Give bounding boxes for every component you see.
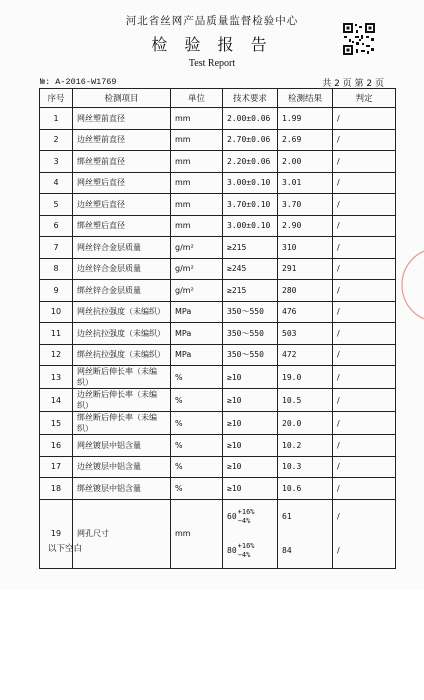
- row-number: 7: [40, 237, 73, 259]
- column-header-requirement: 技术要求: [223, 89, 278, 108]
- row-number: 16: [40, 435, 73, 457]
- requirement: ≥10: [223, 478, 278, 500]
- unit: mm: [171, 215, 223, 237]
- page-background: [0, 590, 424, 700]
- test-item: 边丝锌合金层质量: [73, 258, 171, 280]
- test-item: 边丝抗拉强度（未编织）: [73, 323, 171, 345]
- result: 1.99: [278, 108, 333, 130]
- table-row: [40, 412, 396, 435]
- table-row: [40, 435, 396, 457]
- requirement: 2.00±0.06: [223, 108, 278, 130]
- verdict: /: [333, 108, 396, 130]
- verdict: [333, 499, 396, 568]
- result: 10.5: [278, 389, 333, 412]
- requirement-base-2: 80: [227, 546, 237, 555]
- table-row: [40, 258, 396, 280]
- result: 503: [278, 323, 333, 345]
- test-item: 绑丝镀层中铝含量: [73, 478, 171, 500]
- verdict: /: [333, 215, 396, 237]
- requirement: 350～550: [223, 323, 278, 345]
- table-row: [40, 456, 396, 478]
- unit: %: [171, 478, 223, 500]
- verdict: /: [333, 389, 396, 412]
- tolerance-minus-1: −4%: [237, 516, 251, 525]
- result-2: 84: [282, 546, 292, 555]
- seal-stamp: [398, 245, 424, 325]
- unit: %: [171, 366, 223, 389]
- result: 3.70: [278, 194, 333, 216]
- row-number: 4: [40, 172, 73, 194]
- result: 291: [278, 258, 333, 280]
- verdict: /: [333, 412, 396, 435]
- table-row: [40, 323, 396, 345]
- test-item: 绑丝塑前直径: [73, 151, 171, 173]
- row-number: 3: [40, 151, 73, 173]
- table-row-mesh-size: [40, 499, 396, 568]
- unit: mm: [171, 129, 223, 151]
- row-number: 9: [40, 280, 73, 302]
- qr-code-icon: [342, 22, 376, 56]
- test-item: 边丝断后伸长率（未编织）: [73, 389, 171, 412]
- verdict: /: [333, 301, 396, 323]
- result: 2.00: [278, 151, 333, 173]
- remark-text: 以下空白: [48, 544, 83, 554]
- test-item: 网丝锌合金层质量: [73, 237, 171, 259]
- tolerance-1: [238, 508, 255, 526]
- requirement: [223, 499, 278, 568]
- unit: %: [171, 435, 223, 457]
- test-item: 绑丝锌合金层质量: [73, 280, 171, 302]
- test-item: 网丝塑后直径: [73, 172, 171, 194]
- unit: mm: [171, 172, 223, 194]
- table-row: [40, 389, 396, 412]
- column-header-item: 检测项目: [73, 89, 171, 108]
- unit: mm: [171, 151, 223, 173]
- table-row: [40, 172, 396, 194]
- unit: %: [171, 412, 223, 435]
- verdict-1: /: [337, 512, 340, 521]
- table-row: [40, 129, 396, 151]
- requirement: ≥10: [223, 366, 278, 389]
- requirement: 350～550: [223, 344, 278, 366]
- row-number: 10: [40, 301, 73, 323]
- requirement-line-1: [227, 500, 273, 534]
- table-row: [40, 194, 396, 216]
- unit: %: [171, 456, 223, 478]
- unit: mm: [171, 499, 223, 568]
- row-number: 19: [40, 499, 73, 568]
- report-title: 检 验 报 告: [151, 35, 273, 54]
- row-number: 17: [40, 456, 73, 478]
- requirement: ≥10: [223, 412, 278, 435]
- result: 3.01: [278, 172, 333, 194]
- verdict: /: [333, 478, 396, 500]
- test-item: 网丝塑前直径: [73, 108, 171, 130]
- verdict: /: [333, 366, 396, 389]
- requirement: 3.70±0.10: [223, 194, 278, 216]
- row-number: 13: [40, 366, 73, 389]
- unit: %: [171, 389, 223, 412]
- tolerance-2: [238, 542, 255, 560]
- table-row: [40, 215, 396, 237]
- unit: MPa: [171, 301, 223, 323]
- test-results-table: [39, 88, 396, 569]
- test-item: 绑丝塑后直径: [73, 215, 171, 237]
- table-row: [40, 478, 396, 500]
- requirement: ≥245: [223, 258, 278, 280]
- report-number: №: A-2016-W1769: [40, 77, 117, 87]
- requirement-base-1: 60: [227, 512, 237, 521]
- test-item: 网丝镀层中铝含量: [73, 435, 171, 457]
- requirement: 350～550: [223, 301, 278, 323]
- verdict: /: [333, 194, 396, 216]
- column-header-verdict: 判定: [333, 89, 396, 108]
- unit: mm: [171, 194, 223, 216]
- test-item: 绑丝断后伸长率（未编织）: [73, 412, 171, 435]
- verdict: /: [333, 237, 396, 259]
- result: 280: [278, 280, 333, 302]
- unit: g/m²: [171, 258, 223, 280]
- test-item: 网孔尺寸: [73, 499, 171, 568]
- test-item: 网丝抗拉强度（未编织）: [73, 301, 171, 323]
- requirement: 3.00±0.10: [223, 215, 278, 237]
- result: 2.69: [278, 129, 333, 151]
- result: 476: [278, 301, 333, 323]
- tolerance-plus-1: +16%: [237, 507, 255, 516]
- requirement: ≥10: [223, 456, 278, 478]
- requirement: 2.70±0.06: [223, 129, 278, 151]
- table-header-row: [40, 89, 396, 108]
- unit: g/m²: [171, 237, 223, 259]
- verdict: /: [333, 280, 396, 302]
- result: 10.6: [278, 478, 333, 500]
- result: 20.0: [278, 412, 333, 435]
- table-row: [40, 108, 396, 130]
- requirement: 3.00±0.10: [223, 172, 278, 194]
- requirement-line-2: [227, 534, 273, 568]
- row-number: 5: [40, 194, 73, 216]
- result-1: 61: [282, 512, 292, 521]
- column-header-no: 序号: [40, 89, 73, 108]
- unit: MPa: [171, 323, 223, 345]
- result: 10.3: [278, 456, 333, 478]
- table-row: [40, 151, 396, 173]
- result: 10.2: [278, 435, 333, 457]
- result: 310: [278, 237, 333, 259]
- verdict: /: [333, 129, 396, 151]
- verdict: /: [333, 456, 396, 478]
- result: 2.90: [278, 215, 333, 237]
- row-number: 1: [40, 108, 73, 130]
- table-row: [40, 237, 396, 259]
- verdict: /: [333, 151, 396, 173]
- requirement: ≥215: [223, 237, 278, 259]
- unit: g/m²: [171, 280, 223, 302]
- column-header-result: 检测结果: [278, 89, 333, 108]
- page-indicator: 共 2 页 第 2 页: [322, 79, 384, 89]
- row-number: 12: [40, 344, 73, 366]
- table-row: [40, 280, 396, 302]
- unit: MPa: [171, 344, 223, 366]
- organization-name: 河北省丝网产品质量监督检验中心: [125, 15, 299, 27]
- verdict: /: [333, 435, 396, 457]
- requirement: ≥215: [223, 280, 278, 302]
- result: 19.0: [278, 366, 333, 389]
- result: [278, 499, 333, 568]
- row-number: 6: [40, 215, 73, 237]
- test-item: 边丝塑后直径: [73, 194, 171, 216]
- result: 472: [278, 344, 333, 366]
- test-item: 边丝镀层中铝含量: [73, 456, 171, 478]
- table-row: [40, 344, 396, 366]
- row-number: 11: [40, 323, 73, 345]
- table-row: [40, 301, 396, 323]
- row-number: 8: [40, 258, 73, 280]
- verdict: /: [333, 258, 396, 280]
- verdict: /: [333, 344, 396, 366]
- seal-stamp-icon: [398, 245, 424, 325]
- verdict: /: [333, 323, 396, 345]
- test-item: 网丝断后伸长率（未编织）: [73, 366, 171, 389]
- test-item: 边丝塑前直径: [73, 129, 171, 151]
- requirement: ≥10: [223, 435, 278, 457]
- verdict-2: /: [337, 546, 340, 555]
- row-number: 18: [40, 478, 73, 500]
- row-number: 2: [40, 129, 73, 151]
- report-subtitle: Test Report: [188, 58, 236, 69]
- tolerance-plus-2: +16%: [237, 541, 255, 550]
- test-item: 绑丝抗拉强度（未编织）: [73, 344, 171, 366]
- table-row: [40, 366, 396, 389]
- column-header-unit: 单位: [171, 89, 223, 108]
- row-number: 15: [40, 412, 73, 435]
- tolerance-minus-2: −4%: [237, 550, 251, 559]
- verdict: /: [333, 172, 396, 194]
- requirement: ≥10: [223, 389, 278, 412]
- requirement: 2.20±0.06: [223, 151, 278, 173]
- row-number: 14: [40, 389, 73, 412]
- unit: mm: [171, 108, 223, 130]
